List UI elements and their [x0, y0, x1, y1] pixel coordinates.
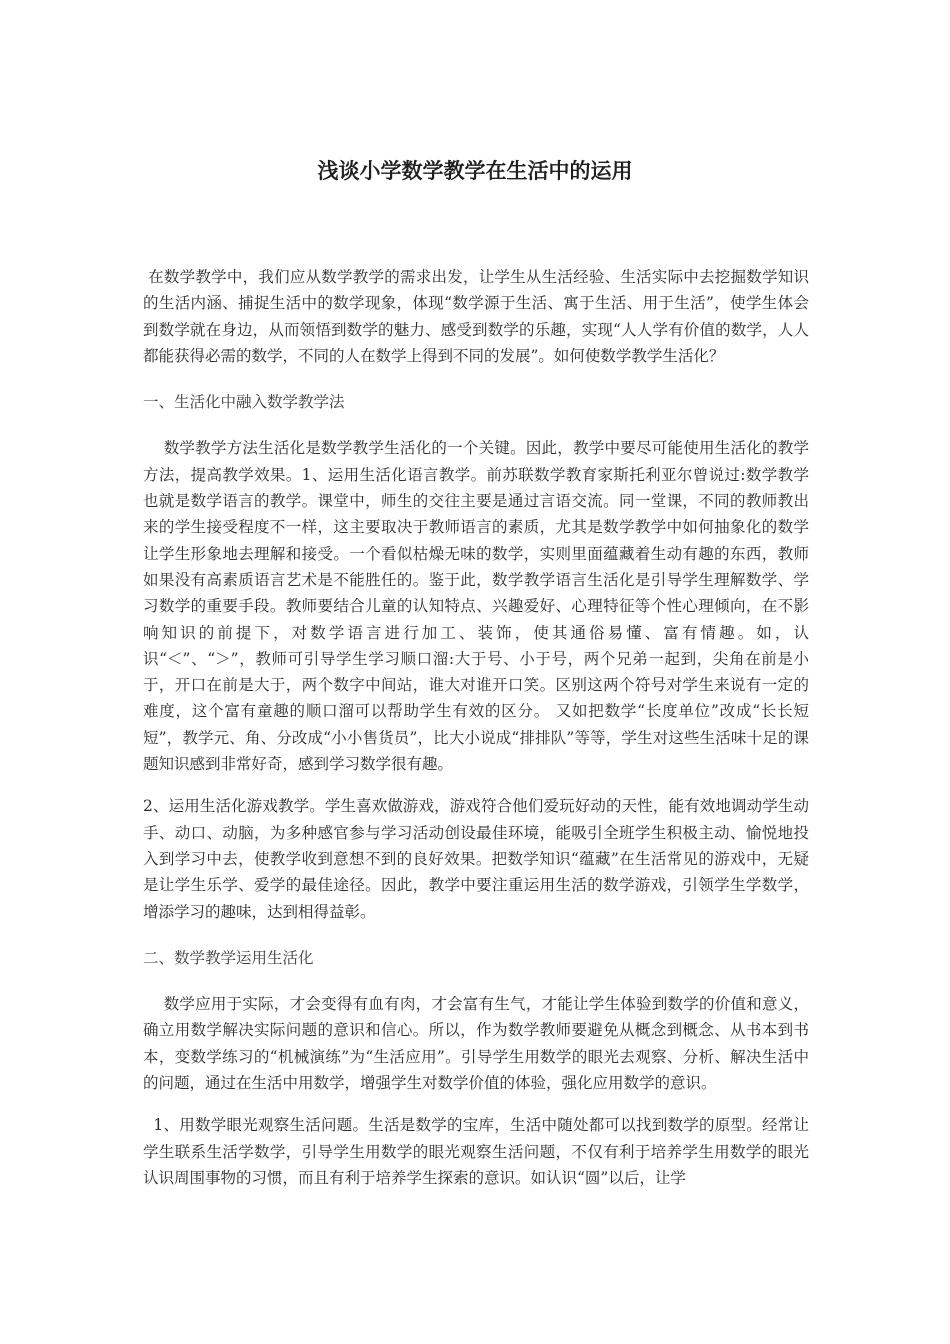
paragraph-1: 数学教学方法生活化是数学教学生活化的一个关键。因此，教学中要尽可能使用生活化的教学方法，提高教学效果。1、运用生活化语言教学。前苏联数学教育家斯托利亚尔曾说过:数学教学也就是数学语言的教学。课堂中，师生的交往主要是通过言语交流。同一堂课，不同的教师教出来的学生接受程度不一样，这主要取决于教师语言的素质，尤其是数学教学中如何抽象化的数学让学生形象地去理解和接受。一个看似枯燥无味的数学，实则里面蕴藏着生动有趣的东西，教师如果没有高素质语言艺术是不能胜任的。鉴于此，数学教学语言生活化是引导学生理解数学、学习数学的重要手段。教师要结合儿童的认知特点、兴趣爱好、心理特征等个性心理倾向，在不影响知识的前提下，对数学语言进行加工、装饰，使其通俗易懂、富有情趣。如，认识“＜”、“＞”，教师可引导学生学习顺口溜:大于号、小于号，两个兄弟一起到，尖角在前是小于，开口在前是大于，两个数字中间站，谁大对谁开口笑。区别这两个符号对学生来说有一定的难度，这个富有童趣的顺口溜可以帮助学生有效的区分。 又如把数学“长度单位”改成“长长短短”，教学元、角、分改成“小小售货员”，比大小说成“排排队”等等，学生对这些生活味十足的课题知识感到非常好奇，感到学习数学很有趣。 [143, 439, 809, 774]
intro-paragraph: 在数学教学中，我们应从数学教学的需求出发，让学生从生活经验、生活实际中去挖掘数学知识的生活内涵、捕捉生活中的数学现象，体现“数学源于生活、寓于生活、用于生活”，使学生体会到数学就在身边，从而领悟到数学的魅力、感受到数学的乐趣，实现“人人学有价值的数学，人人都能获得必需的数学，不同的人在数学上得到不同的发展”。如何使数学教学生活化？ [143, 268, 809, 365]
paragraph-2: 2、运用生活化游戏教学。学生喜欢做游戏，游戏符合他们爱玩好动的天性，能有效地调动学生动手、动口、动脑，为多种感官参与学习活动创设最佳环境，能吸引全班学生积极主动、愉悦地投入到学习中去，使教学收到意想不到的良好效果。把数学知识“蕴藏”在生活常见的游戏中，无疑是让学生乐学、爱学的最佳途径。因此，教学中要注重运用生活的数学游戏，引领学生学数学，增添学习的趣味，达到相得益彰。 [143, 797, 809, 921]
paragraph-spacer [143, 971, 809, 991]
section-heading-1: 一、生活化中融入数学教学法 [143, 393, 345, 412]
paragraph-3: 数学应用于实际，才会变得有血有肉，才会富有生气，才能让学生体验到数学的价值和意义，确立用数学解决实际问题的意识和信心。所以，作为数学教师要避免从概念到概念、从书本到书本，变数学练习的“机械演练”为“生活应用”。引导学生用数学的眼光去观察、分析、解决生活中的问题，通过在生活中用数学，增强学生对数学价值的体验，强化应用数学的意识。 [143, 995, 809, 1093]
paragraph-spacer [143, 415, 809, 435]
paragraph-4: 1、用数学眼光观察生活问题。生活是数学的宝库，生活中随处都可以找到数学的原型。经常让学生联系生活学数学，引导学生用数学的眼光观察生活问题，不仅有利于培养学生用数学的眼光认识周围事物的习惯，而且有利于培养学生探索的意识。如认识“圆”以后，让学 [143, 1116, 809, 1187]
document-title: 浅谈小学数学教学在生活中的运用 [317, 159, 633, 183]
section-heading-2: 二、数学教学运用生活化 [143, 948, 314, 967]
paragraph-spacer [143, 1096, 809, 1112]
document-body [143, 264, 809, 1191]
paragraph-spacer [143, 369, 809, 389]
paragraph-spacer [143, 777, 809, 793]
paragraph-spacer [143, 925, 809, 945]
